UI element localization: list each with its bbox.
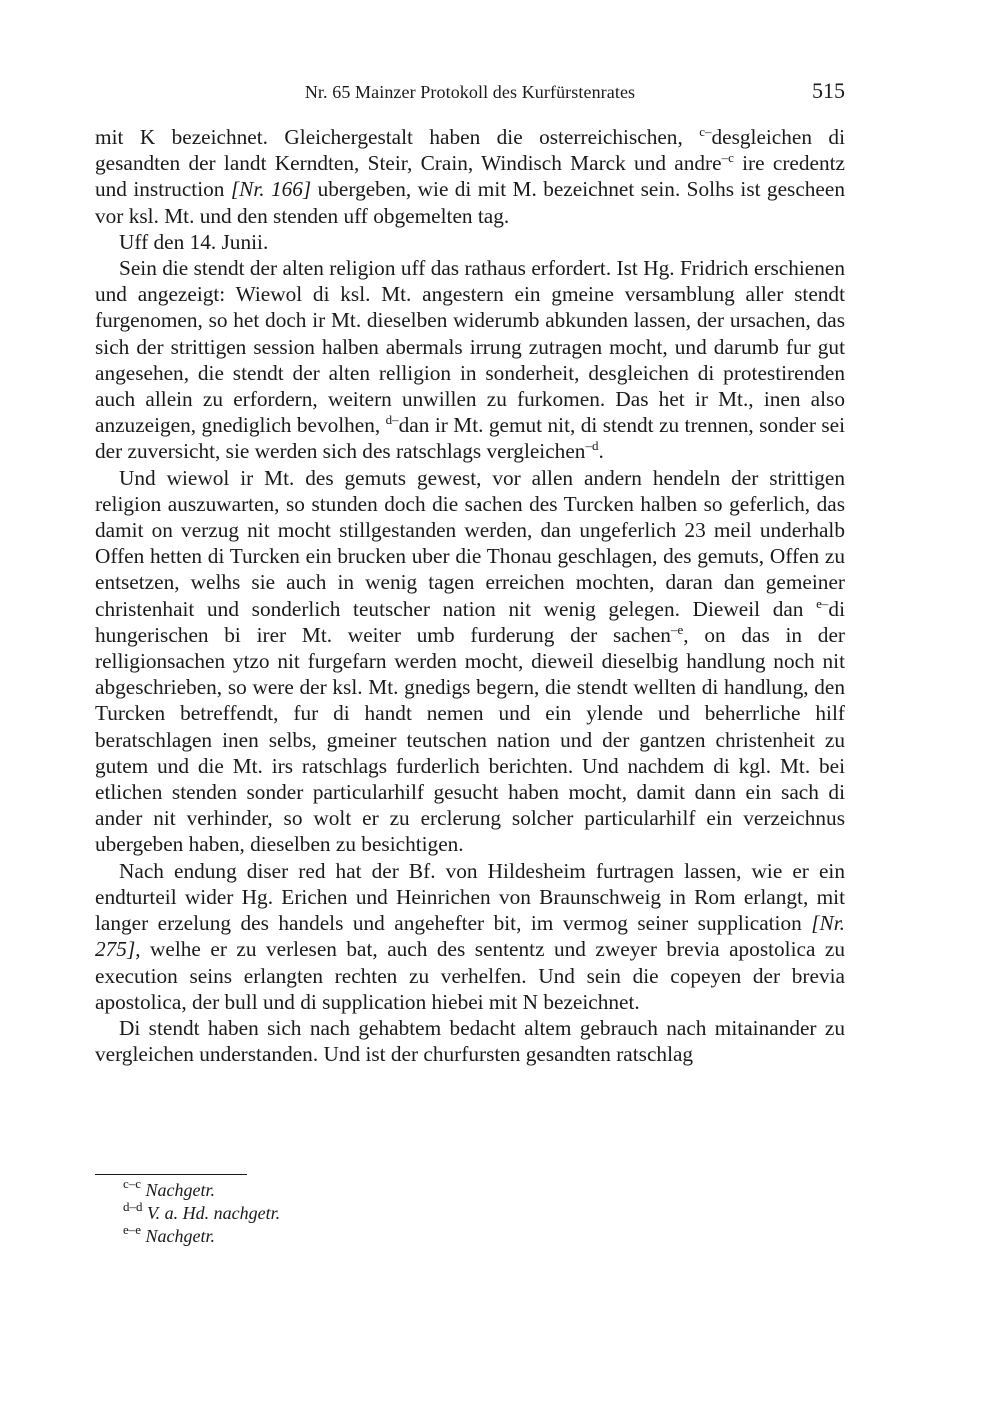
running-head xyxy=(95,78,845,110)
footnote-marker: –c xyxy=(721,150,734,166)
text-run: ubergeben, wie di mit M. bezeichnet sein. Solhs ist gescheen vor ksl. Mt. und den stenden uff obgemelten tag. xyxy=(95,177,845,228)
footnote-mark: c–c xyxy=(123,1176,142,1191)
text-run: Sein die stendt der alten religion uff das rathaus erfordert. Ist Hg. Fridrich erschienen und angezeigt: Wiewol di ksl. Mt. angestern ein gmeine versamblung aller stendt furgenomen, so het doch ir Mt. dieselben widerumb abkunden lassen, der ursachen, das sich der strittigen session halben abermals irrung zutragen mocht, und darumb fur gut angesehen, die stendt der alten relligion in sonderheit, desgleichen di protestirenden auch allein zu erfordern, weitern unwillen zu furkomen. Das het ir Mt., inen also anzuzeigen, gnediglich bevolhen, xyxy=(95,256,845,438)
footnotes xyxy=(95,1174,845,1248)
text-run: ire credentz und instruction xyxy=(95,151,846,202)
text-run: mit K bezeichnet. Gleichergestalt haben die osterreichischen, xyxy=(95,125,700,149)
text-run: desgleichen di gesandten der landt Kerndten, Steir, Crain, Windisch Marck und andre xyxy=(95,125,845,176)
document-reference: [Nr. 275] xyxy=(95,911,845,962)
footnote xyxy=(95,1222,845,1248)
text-run: , welhe er zu verlesen bat, auch des sententz und zweyer brevia apostolica zu execution seins erlangten rechten zu verhelfen. Und sein die copeyen der brevia apostolica, der bull und di supplication hiebei mit N bezeichnet. xyxy=(95,937,845,1014)
page xyxy=(95,78,845,1067)
paragraph xyxy=(95,255,845,465)
footnote xyxy=(95,1176,845,1202)
page-number: 515 xyxy=(812,78,845,103)
paragraph xyxy=(95,229,845,255)
paragraph xyxy=(95,124,845,229)
text-run: di hungerischen bi irer Mt. weiter umb furderung der sachen xyxy=(95,596,845,647)
footnote-mark: e–e xyxy=(123,1222,142,1237)
text-run: dan ir Mt. gemut nit, di stendt zu trennen, sonder sei der zuversicht, sie werden sich des ratschlags vergleichen xyxy=(95,413,846,464)
footnote xyxy=(95,1199,845,1225)
footnote-text: Nachgetr. xyxy=(145,1180,216,1200)
document-reference: [Nr. 166] xyxy=(230,177,312,202)
text-run: Und wiewol ir Mt. des gemuts gewest, vor allen andern hendeln der strittigen religion auszuwarten, so stunden doch die sachen des Turcken halben so geferlich, das damit on verzug nit mocht stillgestanden werden, dan ungeferlich 23 meil underhalb Offen hetten di Turcken ein brucken uber die Thonau geschlagen, des gemuts, Offen zu entsetzen, welhs sie auch in wenig tagen erreichen mochten, daran dan gemeiner christenhait und sonderlich teutscher nation nit wenig gelegen. Dieweil dan xyxy=(95,465,845,621)
paragraph xyxy=(95,465,845,858)
running-title: Nr. 65 Mainzer Protokoll des Kurfürstenrates xyxy=(304,82,636,102)
footnote-text: V. a. Hd. nachgetr. xyxy=(147,1203,281,1223)
text-run: Nach endung diser red hat der Bf. von Hildesheim furtragen lassen, wie er ein endturteil wider Hg. Erichen und Heinrichen von Braunschweig in Rom erlangt, mit langer erzelung des handels und angehefter bit, im vermog seiner supplication xyxy=(95,858,845,936)
text-run: . xyxy=(598,439,604,464)
footnote-marker: –e xyxy=(670,621,684,637)
footnote-marker: e– xyxy=(816,595,829,611)
footnote-text: Nachgetr. xyxy=(145,1226,216,1246)
footnote-list xyxy=(95,1176,845,1248)
footnote-rule xyxy=(95,1174,247,1175)
text-run: Di stendt haben sich nach gehabtem bedacht altem gebrauch nach mitainander zu vergleichen understanden. Und ist der churfursten gesandten ratschlag xyxy=(95,1015,845,1067)
footnote-marker: d– xyxy=(385,412,399,428)
footnote-mark: d–d xyxy=(123,1199,143,1214)
text-run: , on das in der relligionsachen ytzo nit furgefarn werden mocht, dieweil dieselbig handlung noch nit abgeschrieben, so were der ksl. Mt. gnedigs begern, die stendt wellten di handlung, den Turcken betreffendt, fur di handt nemen und ein ylende und beherrliche hilf beratschlagen inen selbs, gmeiner teutschen nation und der gantzen christenheit zu gutem und die Mt. irs ratschlags furderlich berichten. Und nachdem di kgl. Mt. bei etlichen stenden sonder particularhilf gesucht haben mocht, damit dann ein sach di ander nit verhinder, so wolt er zu erclerung solcher particularhilf ein verzeichnus ubergeben haben, dieselben zu besichtigen. xyxy=(95,622,845,857)
footnote-marker: c– xyxy=(699,124,712,139)
paragraph xyxy=(95,858,845,1015)
paragraph xyxy=(95,1015,845,1067)
footnote-marker: –d xyxy=(585,438,599,454)
text-run: Uff den 14. Junii. xyxy=(119,229,269,254)
body-text xyxy=(95,124,845,1067)
